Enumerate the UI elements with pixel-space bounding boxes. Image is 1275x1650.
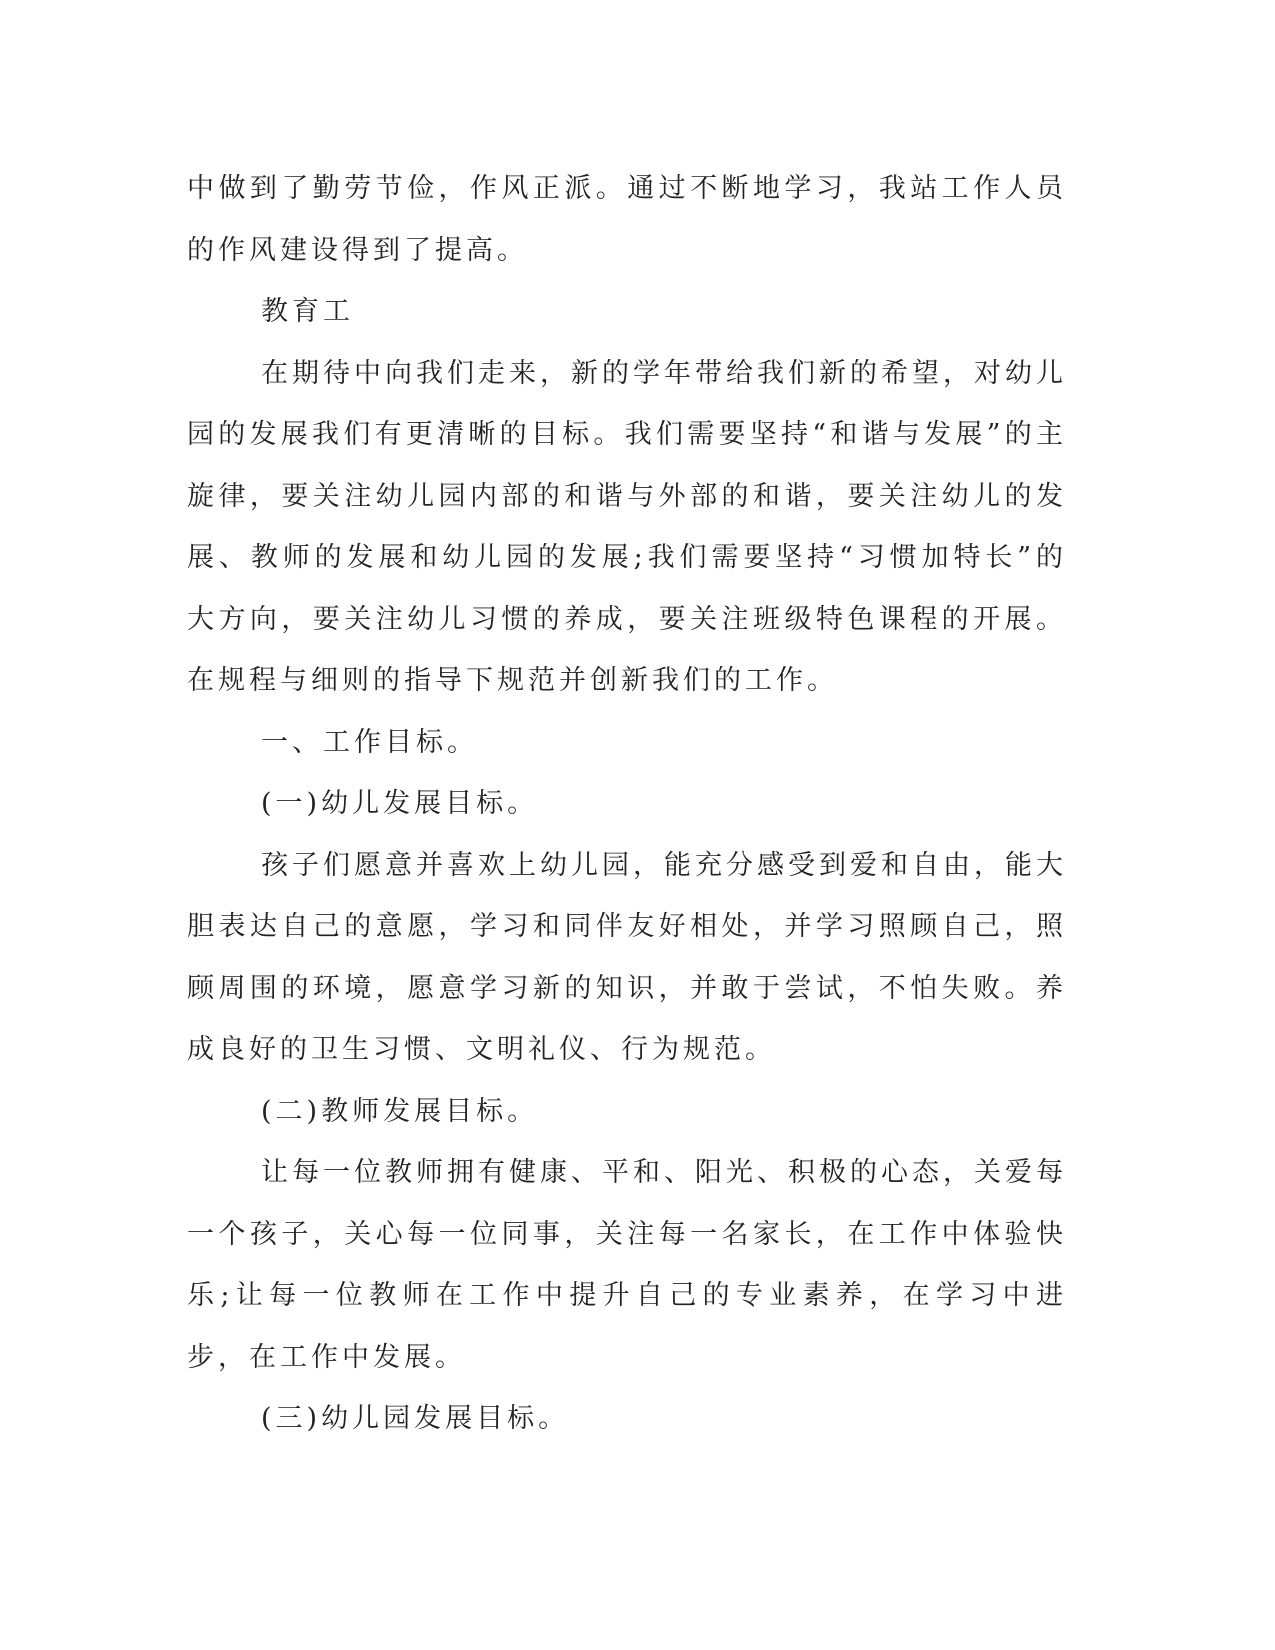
subheading-teacher-development: (二)教师发展目标。 [261, 1095, 539, 1127]
paragraph-teacher-development: 让每一位教师拥有健康、平和、阳光、积极的心态，关爱每一个孩子，关心每一位同事，关注每一名家长，在工作中体验快乐;让每一位教师在工作中提升自己的专业素养，在学习中进步，在工作中发展。 [187, 1157, 1067, 1373]
paragraph-child-development: 孩子们愿意并喜欢上幼儿园，能充分感受到爱和自由，能大胆表达自己的意愿，学习和同伴友好相处，并学习照顾自己，照顾周围的环境，愿意学习新的知识，并敢于尝试，不怕失败。养成良好的卫生习惯、文明礼仪、行为规范。 [187, 849, 1067, 1065]
paragraph-intro: 在期待中向我们走来，新的学年带给我们新的希望，对幼儿园的发展我们有更清晰的目标。我们需要坚持“和谐与发展”的主旋律，要关注幼儿园内部的和谐与外部的和谐，要关注幼儿的发展、教师的发展和幼儿园的发展;我们需要坚持“习惯加特长”的大方向，要关注幼儿习惯的养成，要关注班级特色课程的开展。在规程与细则的指导下规范并创新我们的工作。 [187, 357, 1067, 696]
paragraph-heading-education: 教育工 [261, 296, 354, 327]
section-heading-work-goals: 一、工作目标。 [261, 726, 478, 758]
document-body [187, 158, 1067, 1450]
paragraph-continuation: 中做到了勤劳节俭，作风正派。通过不断地学习，我站工作人员的作风建设得到了提高。 [187, 173, 1067, 266]
subheading-child-development: (一)幼儿发展目标。 [261, 788, 539, 819]
subheading-kindergarten-development: (三)幼儿园发展目标。 [261, 1403, 570, 1434]
